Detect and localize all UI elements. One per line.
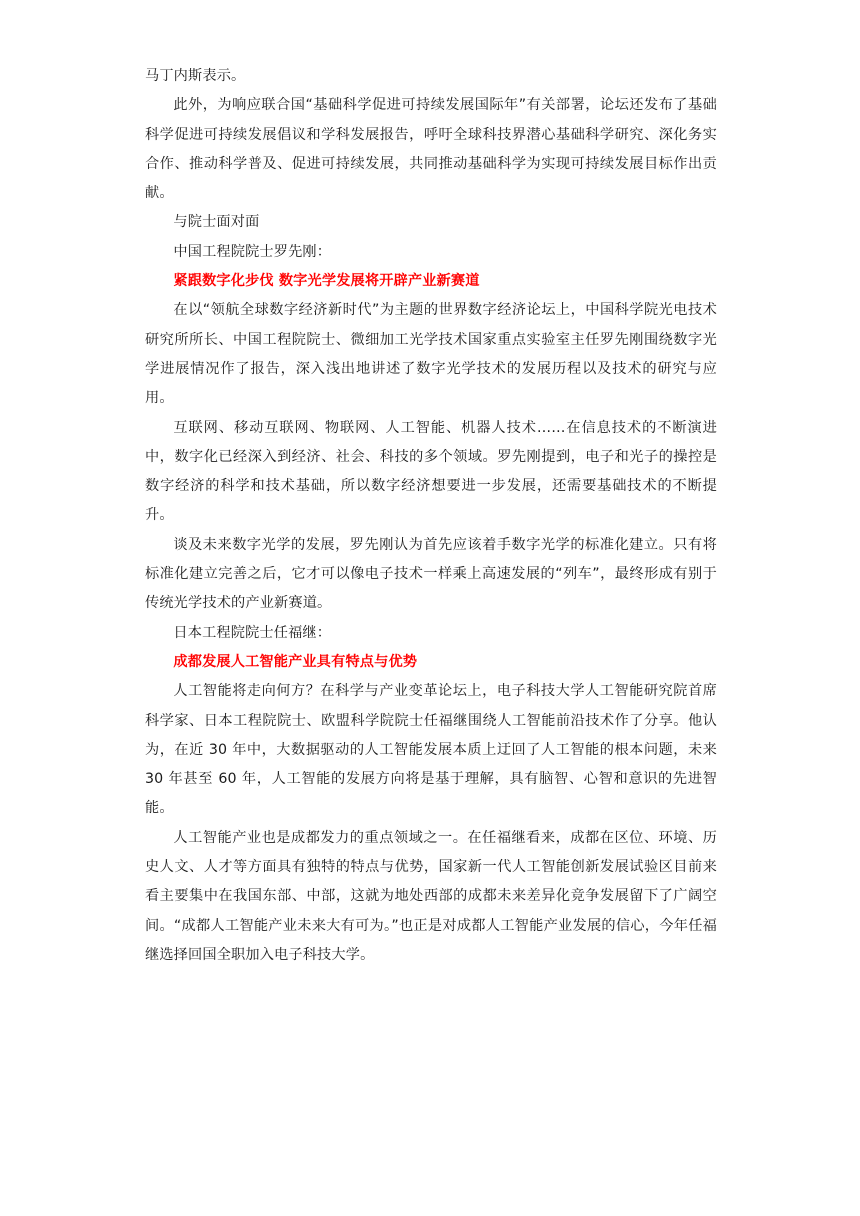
paragraph-digital-optics-future: 谈及未来数字光学的发展，罗先刚认为首先应该着手数字光学的标准化建立。只有将标准化建立完善之后，它才可以像电子技术一样乘上高速发展的“列车”，最终形成有别于传统光学技术的产业新赛道。 xyxy=(145,536,717,612)
paragraph-closing-quote-attribution: 马丁内斯表示。 xyxy=(145,68,246,84)
red-heading-chengdu-ai: 成都发展人工智能产业具有特点与优势 xyxy=(173,653,418,670)
speaker-label-ren-fuji: 日本工程院院士任福继： xyxy=(173,624,332,641)
paragraph-information-technology: 互联网、移动互联网、物联网、人工智能、机器人技术……在信息技术的不断演进中，数字化已经深入到经济、社会、科技的多个领域。罗先刚提到，电子和光子的操控是数字经济的科学和技术基础，所以数字经济想要进一步发展，还需要基础技术的不断提升。 xyxy=(145,419,717,524)
section-title-academicians: 与院士面对面 xyxy=(173,214,260,231)
paragraph-chengdu-ai-industry: 人工智能产业也是成都发力的重点领域之一。在任福继看来，成都在区位、环境、历史人文、人才等方面具有独特的特点与优势，国家新一代人工智能创新发展试验区目前来看主要集中在我国东部、中部，这就为地处西部的成都未来差异化竞争发展留下了广阔空间。“成都人工智能产业未来大有可为。”也正是对成都人工智能产业发展的信心，今年任福继选择回国全职加入电子科技大学。 xyxy=(145,829,717,963)
article-body xyxy=(145,62,717,970)
paragraph-forum-initiative: 此外，为响应联合国“基础科学促进可持续发展国际年”有关部署，论坛还发布了基础科学促进可持续发展倡议和学科发展报告，呼吁全球科技界潜心基础科学研究、深化务实合作、推动科学普及、促进可持续发展，共同推动基础科学为实现可持续发展目标作出贡献。 xyxy=(145,97,717,202)
red-heading-digital-optics: 紧跟数字化步伐 数字光学发展将开辟产业新赛道 xyxy=(173,273,480,290)
speaker-label-luo-xiangang: 中国工程院院士罗先刚： xyxy=(173,243,332,260)
paragraph-ai-direction: 人工智能将走向何方？在科学与产业变革论坛上，电子科技大学人工智能研究院首席科学家、日本工程院院士、欧盟科学院院士任福继围绕人工智能前沿技术作了分享。他认为，在近 30 年中，大数据驱动的人工智能发展本质上迂回了人工智能的根本问题，未来 30 年甚至 60 年，人工智能的发展方向将是基于理解，具有脑智、心智和意识的先进智能。 xyxy=(145,683,717,817)
paragraph-digital-economy-forum: 在以“领航全球数字经济新时代”为主题的世界数字经济论坛上，中国科学院光电技术研究所所长、中国工程院院士、微细加工光学技术国家重点实验室主任罗先刚围绕数字光学进展情况作了报告，深入浅出地讲述了数字光学技术的发展历程以及技术的研究与应用。 xyxy=(145,302,717,407)
